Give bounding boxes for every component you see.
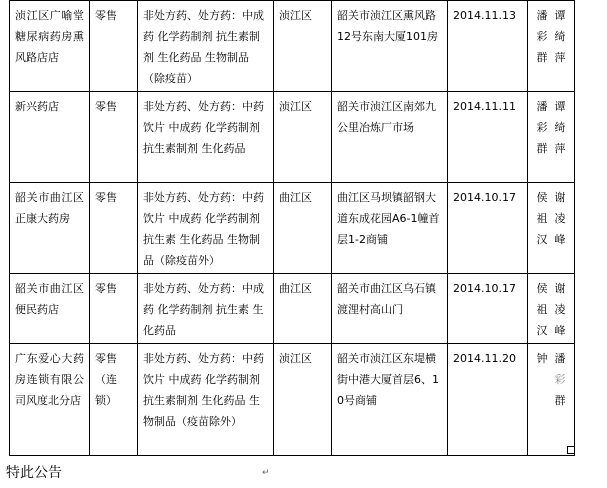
staff-name-a: 侯 祖 汉: [536, 191, 548, 246]
table-row: [10, 274, 575, 344]
staff-cell: [528, 183, 575, 274]
date-cell: 2014.10.17: [448, 183, 528, 274]
staff-cell: [528, 1, 575, 92]
staff-cell: [528, 92, 575, 183]
staff-name-a: 潘 彩 群: [536, 9, 548, 64]
business-type-cell: 零售（连锁）: [90, 344, 138, 456]
staff-name-b: 谢 凌 峰: [554, 191, 566, 246]
business-scope-cell: 非处方药、处方药：中药饮片 中成药 化学药制剂 抗生素制剂 生化药品 生物制品（疫苗除外）: [138, 344, 274, 456]
pharmacy-name-cell: 浈江区广喻堂糖尿病药房熏风路店店: [10, 1, 90, 92]
date-cell: 2014.11.20: [448, 344, 528, 456]
pharmacy-license-table: [9, 0, 575, 456]
staff-cell: [528, 344, 575, 456]
pharmacy-name-cell: 新兴药店: [10, 92, 90, 183]
table-resize-handle[interactable]: [567, 446, 575, 454]
business-type-cell: 零售: [90, 274, 138, 344]
staff-name-b: 谢 凌 峰: [554, 282, 566, 337]
staff-name-b: 潘 彩 群: [554, 352, 566, 407]
table-row: [10, 92, 575, 183]
address-cell: 韶关市曲江区乌石镇渡浬村高山门: [332, 274, 448, 344]
announcement-footer: 特此公告: [6, 465, 62, 481]
business-type-cell: 零售: [90, 183, 138, 274]
pharmacy-name-cell: 韶关市曲江区正康大药房: [10, 183, 90, 274]
pharmacy-name-cell: 广东爱心大药房连锁有限公司风度北分店: [10, 344, 90, 456]
business-type-cell: 零售: [90, 92, 138, 183]
staff-name-b: 谭 绮 萍: [554, 9, 566, 64]
business-scope-cell: 非处方药、处方药：中成药 化学药制剂 抗生素 生化药品: [138, 274, 274, 344]
business-scope-cell: 非处方药、处方药：中药饮片 中成药 化学药制剂 抗生素 生化药品 生物制品（除疫苗外）: [138, 183, 274, 274]
business-scope-cell: 非处方药、处方药：中成药 化学药制剂 抗生素制剂 生化药品 生物制品（除疫苗）: [138, 1, 274, 92]
business-scope-cell: 非处方药、处方药：中药饮片 中成药 化学药制剂 抗生素制剂 生化药品: [138, 92, 274, 183]
table-row: [10, 183, 575, 274]
address-cell: 曲江区马坝镇韶钢大道东成花园A6-1幢首层1-2商铺: [332, 183, 448, 274]
staff-name-a: 潘 彩 群: [536, 100, 548, 155]
address-cell: 韶关市浈江区东堤横街中港大厦首层6、10号商铺: [332, 344, 448, 456]
staff-name-b: 谭 绮 萍: [554, 100, 566, 155]
address-cell: 韶关市浈江区熏风路12号东南大厦101房: [332, 1, 448, 92]
table-row: [10, 1, 575, 92]
paragraph-mark-icon: ↵: [262, 468, 270, 478]
date-cell: 2014.11.11: [448, 92, 528, 183]
pharmacy-name-cell: 韶关市曲江区便民药店: [10, 274, 90, 344]
date-cell: 2014.11.13: [448, 1, 528, 92]
district-cell: 曲江区: [274, 274, 332, 344]
staff-cell: [528, 274, 575, 344]
district-cell: 浈江区: [274, 92, 332, 183]
district-cell: 浈江区: [274, 344, 332, 456]
address-cell: 韶关市浈江区南郊九公里冶炼厂市场: [332, 92, 448, 183]
business-type-cell: 零售: [90, 1, 138, 92]
table-row: [10, 344, 575, 456]
district-cell: 曲江区: [274, 183, 332, 274]
date-cell: 2014.10.17: [448, 274, 528, 344]
staff-name-a: 钟: [536, 352, 548, 365]
staff-name-a: 侯 祖 汉: [536, 282, 548, 337]
district-cell: 浈江区: [274, 1, 332, 92]
